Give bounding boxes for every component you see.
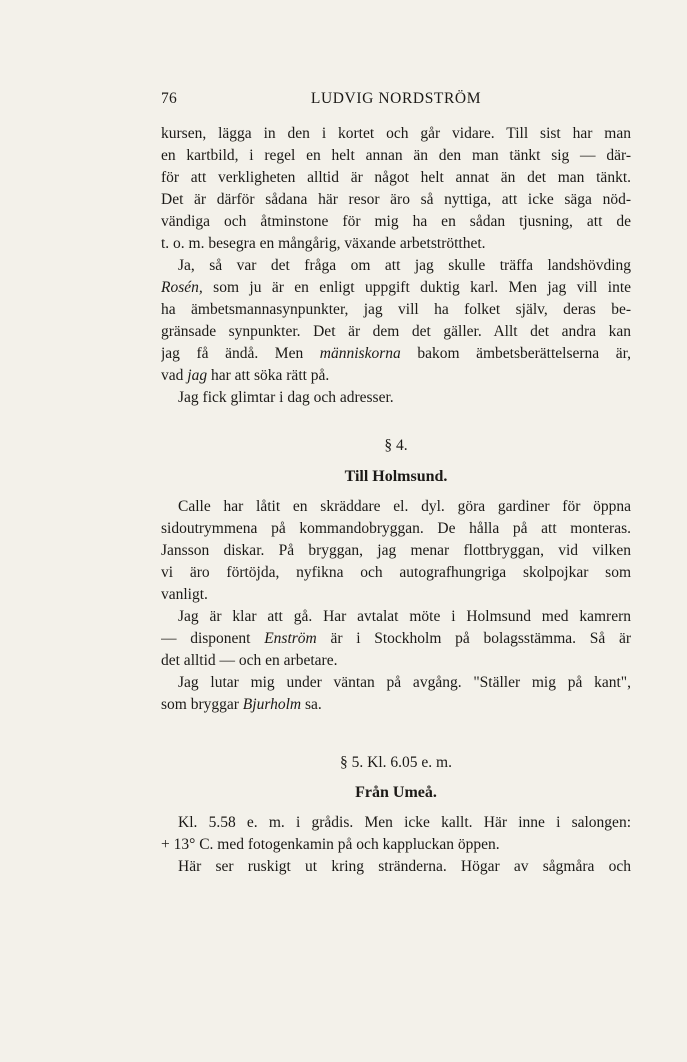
section-mark: § 4. bbox=[384, 437, 408, 454]
text-line: Jansson diskar. På bryggan, jag menar flottbryggan, vid vilken bbox=[161, 542, 631, 559]
text-line: Rosén, som ju är en enligt uppgift duktig karl. Men jag vill inte bbox=[161, 279, 631, 296]
name-rosen: Rosén, bbox=[161, 279, 203, 296]
text-line: — disponent Enström är i Stockholm på bolagsstämma. Så är bbox=[161, 630, 631, 647]
section-mark: § 5. Kl. 6.05 e. m. bbox=[340, 754, 452, 771]
text-line: Jag fick glimtar i dag och adresser. bbox=[178, 389, 394, 406]
text-line: som bryggar Bjurholm sa. bbox=[161, 696, 322, 713]
text-line: Ja, så var det fråga om att jag skulle träffa landshövding bbox=[178, 257, 631, 274]
section-title: Till Holmsund. bbox=[344, 468, 448, 485]
text-line: jag få ändå. Men människorna bakom ämbetsberättelserna är, bbox=[161, 345, 631, 362]
text-line: vad jag har att söka rätt på. bbox=[161, 367, 330, 384]
text-line: ha ämbetsmannasynpunkter, jag vill ha folket själv, deras be- bbox=[161, 301, 631, 318]
text-line: vanligt. bbox=[161, 586, 208, 603]
text-line: en kartbild, i regel en helt annan än den man tänkt sig — där- bbox=[161, 147, 631, 164]
page-number: 76 bbox=[161, 90, 178, 107]
text-line: vändiga och åtminstone för mig ha en sådan tjusning, att de bbox=[161, 213, 631, 230]
text-line: + 13° C. med fotogenkamin på och kappluckan öppen. bbox=[161, 836, 500, 853]
running-title: LUDVIG NORDSTRÖM bbox=[310, 90, 482, 107]
text-line: Calle har låtit en skräddare el. dyl. göra gardiner för öppna bbox=[178, 498, 631, 515]
page-header bbox=[161, 90, 631, 114]
text-line: gränsade synpunkter. Det är dem det gäller. Allt det andra kan bbox=[161, 323, 631, 340]
text-line: Kl. 5.58 e. m. i grådis. Men icke kallt. Här inne i salongen: bbox=[178, 814, 631, 831]
text-line: Här ser ruskigt ut kring stränderna. Högar av sågmåra och bbox=[178, 858, 631, 875]
section-title: Från Umeå. bbox=[355, 784, 437, 801]
text-line: kursen, lägga in den i kortet och går vidare. Till sist har man bbox=[161, 125, 631, 142]
text-line: det alltid — och en arbetare. bbox=[161, 652, 338, 669]
text-line: Jag är klar att gå. Har avtalat möte i Holmsund med kamrern bbox=[178, 608, 631, 625]
text-line: sidoutrymmena på kommandobryggan. De hålla på att monteras. bbox=[161, 520, 631, 537]
text-line: för att verkligheten alltid är något helt annat än det man tänkt. bbox=[161, 169, 631, 186]
text-line: t. o. m. besegra en mångårig, växande arbetströtthet. bbox=[161, 235, 486, 252]
text-line: Jag lutar mig under väntan på avgång. "Ställer mig på kant", bbox=[178, 674, 631, 691]
text-line: vi äro förtöjda, nyfikna och autografhungriga skolpojkar som bbox=[161, 564, 631, 581]
text-line: Det är därför sådana här resor äro så nyttiga, att icke säga nöd- bbox=[161, 191, 631, 208]
